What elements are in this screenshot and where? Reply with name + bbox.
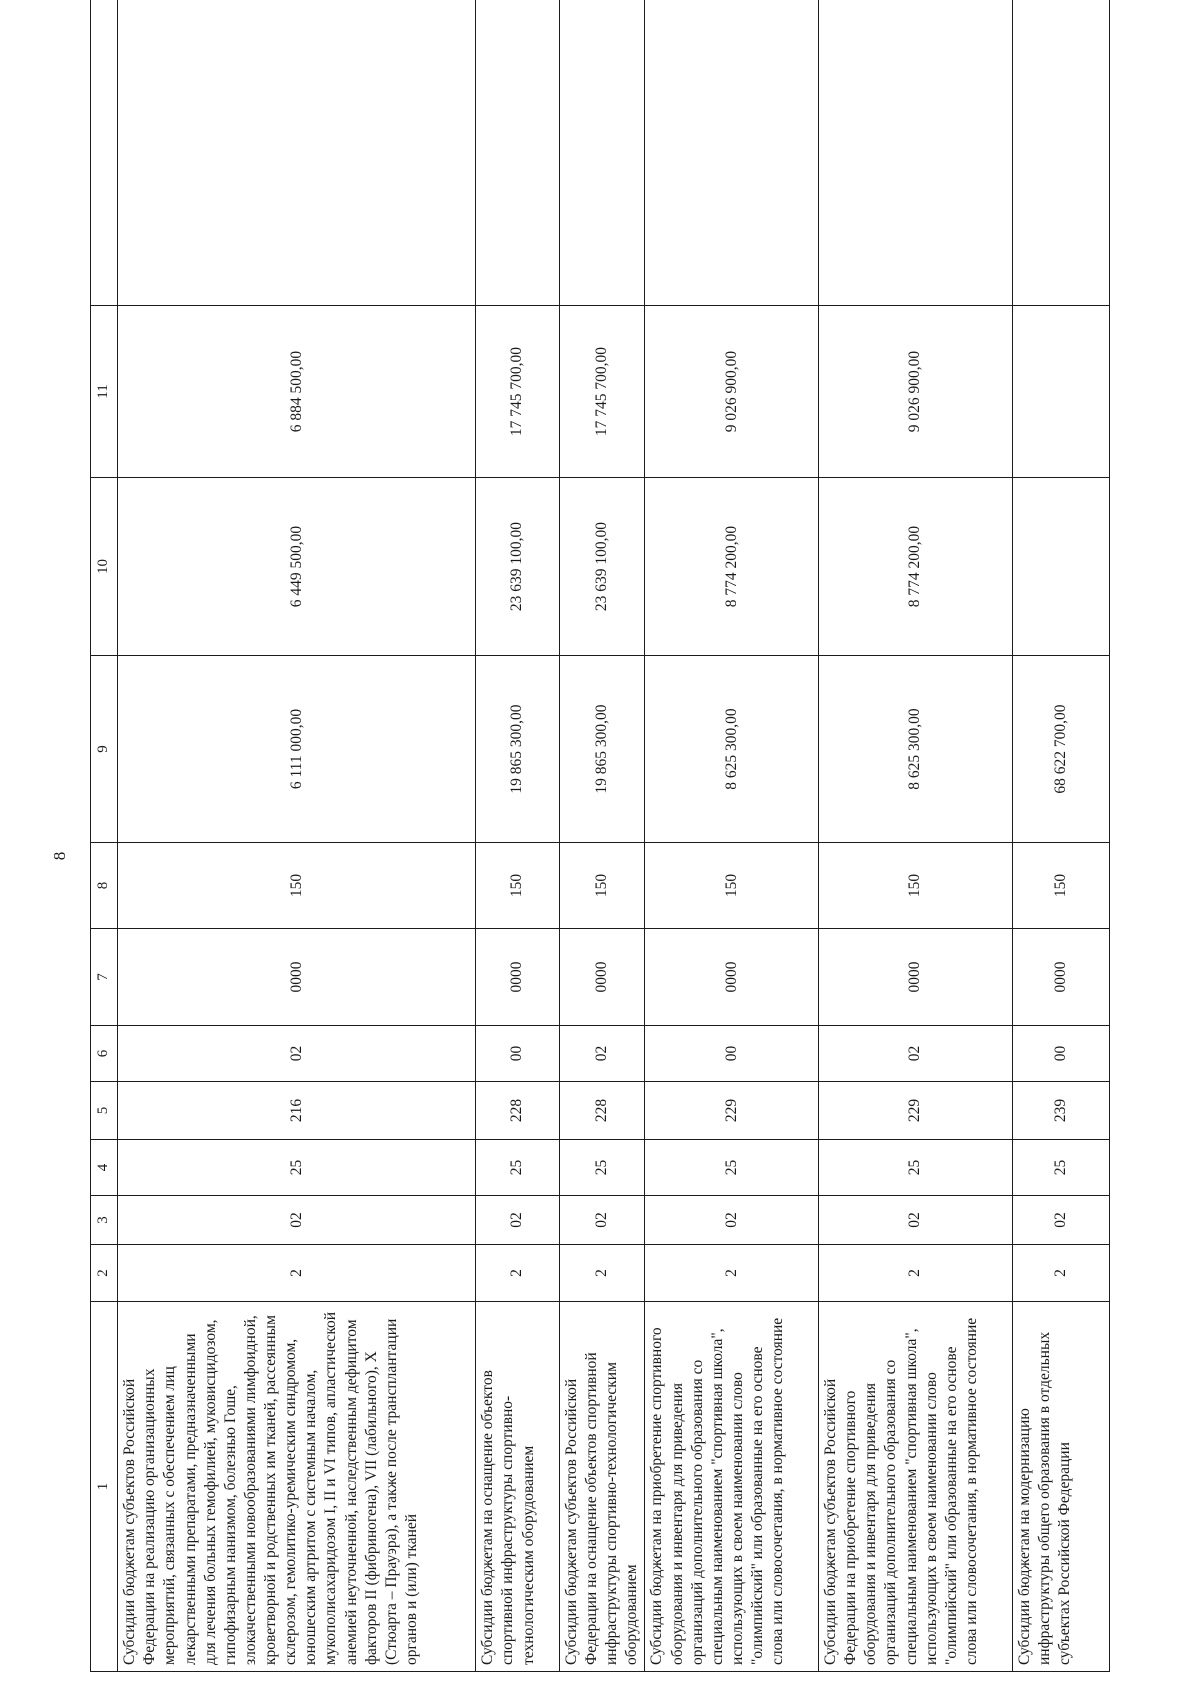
cell-col8: 150 [118, 843, 476, 929]
empty-cell [91, 0, 118, 306]
cell-col10: 23 639 100,00 [559, 478, 645, 656]
empty-cell [476, 0, 559, 306]
cell-col3: 02 [118, 1196, 476, 1245]
cell-col4: 25 [559, 1140, 645, 1196]
header-cell: 6 [91, 1026, 118, 1082]
cell-col4: 25 [118, 1140, 476, 1196]
empty-cell [645, 0, 819, 306]
table-row [118, 0, 476, 1672]
empty-cell [559, 0, 645, 306]
row-description: Субсидии бюджетам субъектов Российской Федерации на оснащение объектов спортивной инфраструктуры спортивно-технологическим оборудованием [559, 1302, 645, 1672]
cell-col7: 0000 [1012, 929, 1109, 1026]
cell-col5: 216 [118, 1082, 476, 1140]
cell-col11: 9 026 900,00 [818, 306, 1012, 478]
cell-col11: 9 026 900,00 [645, 306, 819, 478]
cell-col2: 2 [645, 1245, 819, 1302]
cell-col3: 02 [1012, 1196, 1109, 1245]
header-row [91, 0, 118, 1672]
cell-col5: 229 [645, 1082, 819, 1140]
rotated-sheet [90, 24, 1110, 1672]
cell-col11: 17 745 700,00 [476, 306, 559, 478]
cell-col11 [1012, 306, 1109, 478]
cell-col6: 00 [645, 1026, 819, 1082]
cell-col6: 02 [559, 1026, 645, 1082]
cell-col5: 228 [559, 1082, 645, 1140]
header-cell: 7 [91, 929, 118, 1026]
header-cell: 11 [91, 306, 118, 478]
cell-col11: 17 745 700,00 [559, 306, 645, 478]
cell-col2: 2 [559, 1245, 645, 1302]
cell-col2: 2 [818, 1245, 1012, 1302]
cell-col9: 19 865 300,00 [559, 656, 645, 843]
cell-col6: 00 [1012, 1026, 1109, 1082]
cell-col8: 150 [559, 843, 645, 929]
cell-col9: 68 622 700,00 [1012, 656, 1109, 843]
cell-col9: 8 625 300,00 [645, 656, 819, 843]
page-number: 8 [50, 851, 69, 861]
table-row [645, 0, 819, 1672]
cell-col8: 150 [476, 843, 559, 929]
cell-col10: 8 774 200,00 [645, 478, 819, 656]
row-description: Субсидии бюджетам субъектов Российской Федерации на реализацию организационных мероприятий, связанных с обеспечением лиц лекарственными препаратами, предназначенными для лечения больных гемофилией, муковисцидозом, гипофизарным нанизмом, болезнью Гоше, злокачественными новообразованиями лимфоидной, кроветворной и родственных им тканей, рассеянным склерозом, гемолитико-уремическим синдромом, юношеским артритом с системным началом, мукополисахаридозом I, II и VI типов, апластической анемией неуточненной, наследственным дефицитом факторов II (фибриногена), VII (лабильного), X (Стюарта – Прауэра), а также после трансплантации органов и (или) тканей [118, 1302, 476, 1672]
cell-col7: 0000 [476, 929, 559, 1026]
cell-col9: 6 111 000,00 [118, 656, 476, 843]
table-row [818, 0, 1012, 1672]
header-cell: 1 [91, 1302, 118, 1672]
row-description: Субсидии бюджетам на приобретение спортивного оборудования и инвентаря для приведения организаций дополнительного образования со специальным наименованием "спортивная школа", использующих в своем наименовании слово "олимпийский" или образованные на его основе слова или словосочетания, в нормативное состояние [645, 1302, 819, 1672]
cell-col9: 19 865 300,00 [476, 656, 559, 843]
row-description: Субсидии бюджетам на оснащение объектов спортивной инфраструктуры спортивно-технологическим оборудованием [476, 1302, 559, 1672]
cell-col8: 150 [818, 843, 1012, 929]
header-cell: 2 [91, 1245, 118, 1302]
cell-col5: 229 [818, 1082, 1012, 1140]
cell-col3: 02 [559, 1196, 645, 1245]
cell-col7: 0000 [818, 929, 1012, 1026]
budget-table [90, 0, 1110, 1672]
cell-col6: 02 [118, 1026, 476, 1082]
header-cell: 5 [91, 1082, 118, 1140]
cell-col3: 02 [476, 1196, 559, 1245]
header-cell: 10 [91, 478, 118, 656]
cell-col4: 25 [476, 1140, 559, 1196]
empty-cell [1012, 0, 1109, 306]
header-cell: 4 [91, 1140, 118, 1196]
empty-cell [118, 0, 476, 306]
cell-col11: 6 884 500,00 [118, 306, 476, 478]
cell-col4: 25 [818, 1140, 1012, 1196]
header-cell: 3 [91, 1196, 118, 1245]
cell-col10: 23 639 100,00 [476, 478, 559, 656]
cell-col4: 25 [645, 1140, 819, 1196]
cell-col5: 228 [476, 1082, 559, 1140]
empty-cell [818, 0, 1012, 306]
cell-col7: 0000 [645, 929, 819, 1026]
cell-col4: 25 [1012, 1140, 1109, 1196]
cell-col10: 6 449 500,00 [118, 478, 476, 656]
table-row [559, 0, 645, 1672]
cell-col10 [1012, 478, 1109, 656]
table-row [476, 0, 559, 1672]
cell-col5: 239 [1012, 1082, 1109, 1140]
cell-col8: 150 [1012, 843, 1109, 929]
cell-col7: 0000 [559, 929, 645, 1026]
cell-col2: 2 [476, 1245, 559, 1302]
cell-col2: 2 [1012, 1245, 1109, 1302]
header-cell: 8 [91, 843, 118, 929]
cell-col10: 8 774 200,00 [818, 478, 1012, 656]
cell-col3: 02 [645, 1196, 819, 1245]
cell-col6: 02 [818, 1026, 1012, 1082]
cell-col8: 150 [645, 843, 819, 929]
cell-col9: 8 625 300,00 [818, 656, 1012, 843]
cell-col7: 0000 [118, 929, 476, 1026]
row-description: Субсидии бюджетам субъектов Российской Федерации на приобретение спортивного оборудования и инвентаря для приведения организаций дополнительного образования со специальным наименованием "спортивная школа", использующих в своем наименовании слово "олимпийский" или образованные на его основе слова или словосочетания, в нормативное состояние [818, 1302, 1012, 1672]
row-description: Субсидии бюджетам на модернизацию инфраструктуры общего образования в отдельных субъектах Российской Федерации [1012, 1302, 1109, 1672]
header-cell: 9 [91, 656, 118, 843]
table-row [1012, 0, 1109, 1672]
cell-col6: 00 [476, 1026, 559, 1082]
cell-col2: 2 [118, 1245, 476, 1302]
cell-col3: 02 [818, 1196, 1012, 1245]
